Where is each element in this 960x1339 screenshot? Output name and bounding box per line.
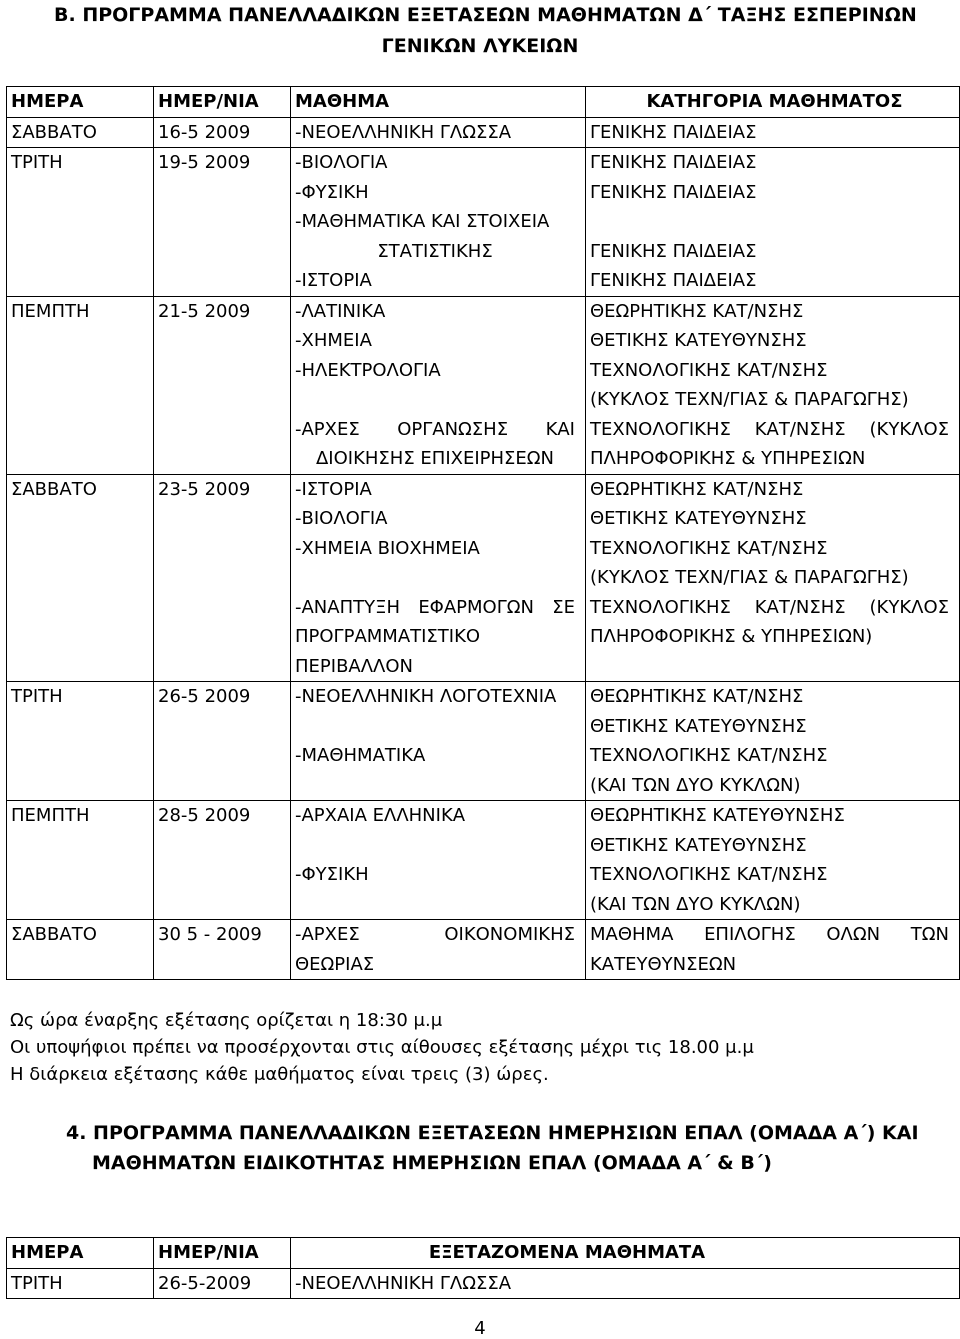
cell-day: ΣΑΒΒΑΤΟ [7, 117, 154, 148]
category-word: ΜΑΘΗΜΑ [590, 924, 674, 945]
category-line: ΤΕΧΝΟΛΟΓΙΚΗΣ ΚΑΤ/ΝΣΗΣ [590, 537, 828, 559]
subject-word: ΣΕ [552, 596, 575, 618]
category-line: ΤΕΧΝΟΛΟΓΙΚΗΣ ΚΑΤ/ΝΣΗΣ [590, 745, 828, 766]
subject-line: -ΛΑΤΙΝΙΚΑ [295, 300, 386, 322]
section4-title-line-1: 4. ΠΡΟΓΡΑΜΜΑ ΠΑΝΕΛΛΑΔΙΚΩΝ ΕΞΕΤΑΣΕΩΝ ΗΜΕΡΗΣΙΩΝ ΕΠΑΛ (ΟΜΑΔΑ Α΄) ΚΑΙ [66, 1122, 919, 1144]
cell-categories [586, 682, 960, 801]
cell-day: ΠΕΜΠΤΗ [7, 801, 154, 920]
cell-categories [586, 920, 960, 980]
table-row [7, 801, 960, 920]
cell-date: 21-5 2009 [154, 296, 291, 474]
category-word: ΤΕΧΝΟΛΟΓΙΚΗΣ [590, 596, 731, 618]
table-row [7, 474, 960, 682]
subject-word: ΟΡΓΑΝΩΣΗΣ [397, 418, 509, 440]
cell-date: 23-5 2009 [154, 474, 291, 682]
cell-date: 19-5 2009 [154, 148, 291, 297]
subject-line [295, 415, 585, 445]
category-word: ΕΠΙΛΟΓΗΣ [704, 924, 796, 945]
cell-categories [586, 801, 960, 920]
subject-line: ΘΕΩΡΙΑΣ [295, 953, 375, 975]
subject-line [295, 712, 585, 742]
cell-day: ΠΕΜΠΤΗ [7, 296, 154, 474]
table-row [7, 296, 960, 474]
cell-categories [586, 474, 960, 682]
subject-line: -ΜΑΘΗΜΑΤΙΚΑ [295, 745, 426, 766]
category-word: ΤΕΧΝΟΛΟΓΙΚΗΣ [590, 418, 731, 440]
header-subjects: ΕΞΕΤΑΖΟΜΕΝΑ ΜΑΘΗΜΑΤΑ [291, 1238, 960, 1269]
category-line: ΓΕΝΙΚΗΣ ΠΑΙΔΕΙΑΣ [590, 240, 757, 262]
subject-word: ΕΦΑΡΜΟΓΩΝ [418, 596, 534, 618]
subject-line [295, 385, 585, 415]
exam-schedule-table [6, 86, 960, 980]
category-line: ΠΛΗΡΟΦΟΡΙΚΗΣ & ΥΠΗΡΕΣΙΩΝ) [590, 626, 873, 647]
subject-line [295, 563, 585, 593]
subject-line: -ΙΣΤΟΡΙΑ [295, 478, 372, 500]
category-line: (ΚΑΙ ΤΩΝ ΔΥΟ ΚΥΚΛΩΝ) [590, 893, 801, 915]
section-title-line-1: Β. ΠΡΟΓΡΑΜΜΑ ΠΑΝΕΛΛΑΔΙΚΩΝ ΕΞΕΤΑΣΕΩΝ ΜΑΘΗΜΑΤΩΝ Δ΄ ΤΑΞΗΣ ΕΣΠΕΡΙΝΩΝ [54, 4, 917, 26]
subject-line [295, 831, 585, 861]
subject-line: ΠΕΡΙΒΑΛΛΟΝ [295, 655, 413, 677]
cell-subjects [291, 801, 586, 920]
category-line [590, 652, 959, 682]
header-date: ΗΜΕΡ/ΝΙΑ [154, 1238, 291, 1269]
note-arrival-time: Οι υποψήφιοι πρέπει να προσέρχονται στις αίθουσες εξέτασης μέχρι τις 18.00 μ.μ [10, 1037, 754, 1058]
category-line: (ΚΥΚΛΟΣ ΤΕΧΝ/ΓΙΑΣ & ΠΑΡΑΓΩΓΗΣ) [590, 567, 909, 588]
cell-categories [586, 296, 960, 474]
epal-schedule-table [6, 1237, 960, 1299]
category-line: ΚΑΤΕΥΘΥΝΣΕΩΝ [590, 953, 737, 975]
category-line: ΓΕΝΙΚΗΣ ΠΑΙΔΕΙΑΣ [590, 181, 757, 203]
cell-date: 30 5 - 2009 [154, 920, 291, 980]
category-line: ΘΕΤΙΚΗΣ ΚΑΤΕΥΘΥΝΣΗΣ [590, 834, 807, 856]
page-number: 4 [474, 1318, 486, 1339]
cell-subjects [291, 682, 586, 801]
subject-line [295, 593, 585, 623]
subject-line: -ΗΛΕΚΤΡΟΛΟΓΙΑ [295, 359, 441, 381]
header-day: ΗΜΕΡΑ [7, 1238, 154, 1269]
cell-date: 26-5 2009 [154, 682, 291, 801]
subject-line: -ΑΡΧΑΙΑ ΕΛΛΗΝΙΚΑ [295, 805, 466, 826]
section4-title-line-2: ΜΑΘΗΜΑΤΩΝ ΕΙΔΙΚΟΤΗΤΑΣ ΗΜΕΡΗΣΙΩΝ ΕΠΑΛ (ΟΜΑΔΑ Α΄ & Β΄) [92, 1152, 772, 1174]
cell-day: ΤΡΙΤΗ [7, 1268, 154, 1299]
subject-line: ΣΤΑΤΙΣΤΙΚΗΣ [377, 240, 493, 262]
subject-line [295, 920, 585, 950]
header-subject: ΜΑΘΗΜΑ [291, 87, 586, 118]
category-line: ΘΕΩΡΗΤΙΚΗΣ ΚΑΤΕΥΘΥΝΣΗΣ [590, 805, 845, 826]
header-day: ΗΜΕΡΑ [7, 87, 154, 118]
category-line: (ΚΥΚΛΟΣ ΤΕΧΝ/ΓΙΑΣ & ΠΑΡΑΓΩΓΗΣ) [590, 389, 909, 410]
table-row [7, 148, 960, 297]
table-row [7, 682, 960, 801]
subject-word: -ΑΡΧΕΣ [295, 924, 360, 945]
subject-line: -ΜΑΘΗΜΑΤΙΚΑ ΚΑΙ ΣΤΟΙΧΕΙΑ [295, 211, 550, 232]
subject-line: -ΒΙΟΛΟΓΙΑ [295, 152, 388, 173]
category-word: ΤΩΝ [910, 924, 949, 945]
category-word: ΚΑΤ/ΝΣΗΣ [754, 596, 846, 618]
cell-day: ΣΑΒΒΑΤΟ [7, 474, 154, 682]
section-title-line-2: ΓΕΝΙΚΩΝ ΛΥΚΕΙΩΝ [381, 35, 579, 57]
subject-line: -ΒΙΟΛΟΓΙΑ [295, 508, 388, 529]
cell-day: ΤΡΙΤΗ [7, 148, 154, 297]
category-line: ΘΕΤΙΚΗΣ ΚΑΤΕΥΘΥΝΣΗΣ [590, 330, 807, 351]
cell-subjects [291, 296, 586, 474]
cell-categories [586, 148, 960, 297]
subject-word: ΟΙΚΟΝΟΜΙΚΗΣ [444, 924, 575, 945]
category-line: ΠΛΗΡΟΦΟΡΙΚΗΣ & ΥΠΗΡΕΣΙΩΝ [590, 448, 866, 469]
subject-line [295, 771, 585, 801]
subject-line: -ΙΣΤΟΡΙΑ [295, 270, 372, 291]
category-line: ΘΕΤΙΚΗΣ ΚΑΤΕΥΘΥΝΣΗΣ [590, 715, 807, 737]
category-line: ΘΕΩΡΗΤΙΚΗΣ ΚΑΤ/ΝΣΗΣ [590, 478, 804, 500]
category-line: (ΚΑΙ ΤΩΝ ΔΥΟ ΚΥΚΛΩΝ) [590, 774, 801, 796]
table-row [7, 117, 960, 148]
cell-day: ΣΑΒΒΑΤΟ [7, 920, 154, 980]
category-line: ΓΕΝΙΚΗΣ ΠΑΙΔΕΙΑΣ [590, 121, 757, 143]
category-line [590, 593, 959, 623]
cell-date: 26-5-2009 [154, 1268, 291, 1299]
category-line [590, 920, 959, 950]
subject-line: -ΦΥΣΙΚΗ [295, 864, 369, 885]
category-line [590, 207, 959, 237]
subject-word: ΚΑΙ [545, 418, 575, 440]
category-line: ΘΕΤΙΚΗΣ ΚΑΤΕΥΘΥΝΣΗΣ [590, 508, 807, 529]
category-line: ΓΕΝΙΚΗΣ ΠΑΙΔΕΙΑΣ [590, 152, 757, 173]
category-line [590, 415, 959, 445]
cell-subject: -ΝΕΟΕΛΛΗΝΙΚΗ ΓΛΩΣΣΑ [291, 1268, 960, 1299]
subject-line: -ΝΕΟΕΛΛΗΝΙΚΗ ΓΛΩΣΣΑ [295, 121, 512, 143]
category-word: ΚΑΤ/ΝΣΗΣ [754, 418, 846, 440]
note-duration: Η διάρκεια εξέτασης κάθε μαθήματος είναι τρεις (3) ώρες. [10, 1064, 549, 1085]
cell-day: ΤΡΙΤΗ [7, 682, 154, 801]
header-category: ΚΑΤΗΓΟΡΙΑ ΜΑΘΗΜΑΤΟΣ [586, 87, 960, 118]
subject-word: -ΑΡΧΕΣ [295, 418, 360, 440]
table-header-row [7, 87, 960, 118]
table-header-row [7, 1238, 960, 1269]
category-line: ΤΕΧΝΟΛΟΓΙΚΗΣ ΚΑΤ/ΝΣΗΣ [590, 864, 828, 885]
table-row [7, 1268, 960, 1299]
exam-schedule-body [7, 117, 960, 980]
exam-notes [10, 1007, 754, 1088]
category-line: ΓΕΝΙΚΗΣ ΠΑΙΔΕΙΑΣ [590, 270, 757, 291]
cell-categories [586, 117, 960, 148]
subject-line: -ΝΕΟΕΛΛΗΝΙΚΗ ΛΟΓΟΤΕΧΝΙΑ [295, 686, 557, 707]
table-row [7, 920, 960, 980]
note-start-time: Ως ώρα έναρξης εξέτασης ορίζεται η 18:30 μ.μ [10, 1010, 443, 1031]
cell-date: 28-5 2009 [154, 801, 291, 920]
cell-subjects [291, 474, 586, 682]
header-date: ΗΜΕΡ/ΝΙΑ [154, 87, 291, 118]
category-word: (ΚΥΚΛΟΣ [869, 596, 949, 618]
category-line: ΤΕΧΝΟΛΟΓΙΚΗΣ ΚΑΤ/ΝΣΗΣ [590, 359, 828, 381]
subject-line [295, 890, 585, 920]
subject-line: ΔΙΟΙΚΗΣΗΣ ΕΠΙΧΕΙΡΗΣΕΩΝ [315, 448, 555, 469]
subject-line: ΠΡΟΓΡΑΜΜΑΤΙΣΤΙΚΟ [295, 626, 481, 647]
category-line: ΘΕΩΡΗΤΙΚΗΣ ΚΑΤ/ΝΣΗΣ [590, 300, 804, 322]
category-line: ΘΕΩΡΗΤΙΚΗΣ ΚΑΤ/ΝΣΗΣ [590, 686, 804, 707]
category-word: (ΚΥΚΛΟΣ [869, 418, 949, 440]
subject-line: -ΧΗΜΕΙΑ [295, 330, 372, 351]
cell-date: 16-5 2009 [154, 117, 291, 148]
cell-subjects [291, 148, 586, 297]
subject-line: -ΦΥΣΙΚΗ [295, 181, 369, 203]
cell-subjects [291, 117, 586, 148]
category-word: ΟΛΩΝ [826, 924, 881, 945]
subject-line: -ΧΗΜΕΙΑ ΒΙΟΧΗΜΕΙΑ [295, 537, 480, 559]
subject-word: -ΑΝΑΠΤΥΞΗ [295, 596, 401, 618]
cell-subjects [291, 920, 586, 980]
